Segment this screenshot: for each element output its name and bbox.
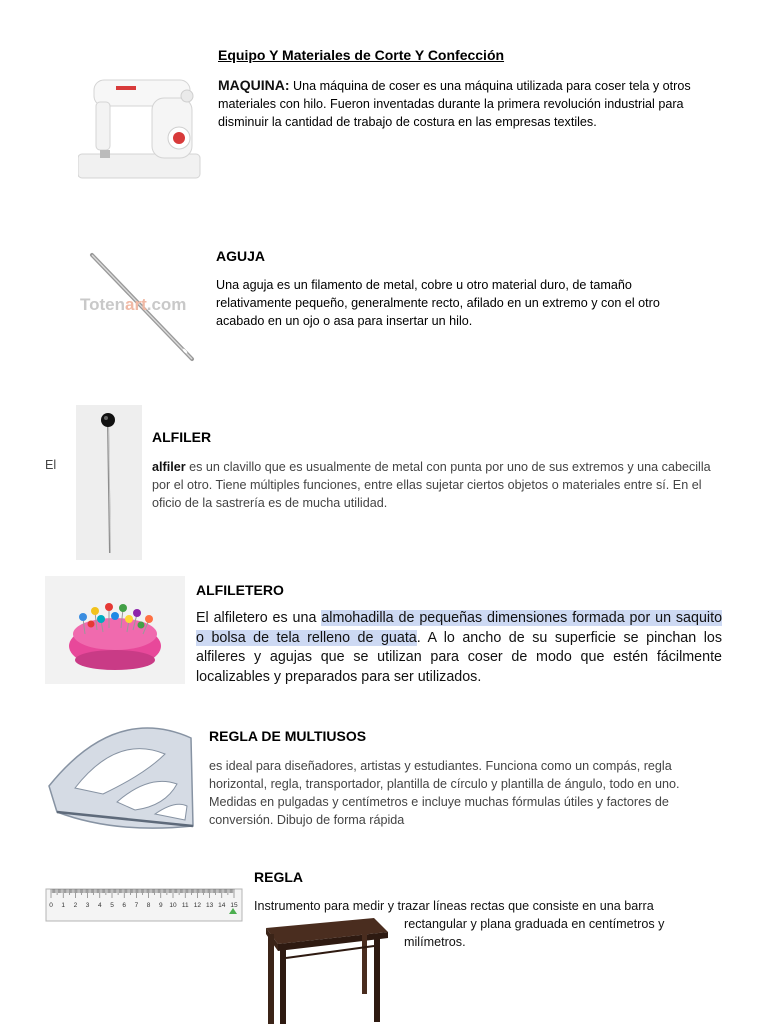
ruler-number: 6: [122, 902, 126, 909]
multiusos-paragraph: es ideal para diseñadores, artistas y estudiantes. Funciona como un compás, regla horizontal, regla, transportador, plantilla de círculo y plantilla de ángulo, todo en uno. Medidas en pulgadas y centímetros e incluye muchas fórmulas útiles y factores de conversión. Dibujo de forma rápida: [209, 759, 680, 827]
ruler-number: 7: [134, 902, 139, 909]
maquina-label: MAQUINA:: [218, 77, 290, 93]
ruler-number: 9: [158, 902, 163, 909]
french-curve-ruler-image: [45, 714, 197, 840]
document-title: Equipo Y Materiales de Corte Y Confección: [218, 47, 505, 63]
watermark-text-a: Toten: [80, 295, 126, 314]
ruler-number: 2: [73, 902, 78, 909]
ruler-number: 12: [193, 902, 202, 909]
alfiler-text: es un clavillo que es usualmente de metal con punta por uno de sus extremos y una cabecilla por el otro. Tiene múltiples funciones, entre ellas sujetar ciertos objetos o materiales entre sí. En el oficio de la sastrería es de mucha utilidad.: [152, 460, 711, 510]
alfiletero-heading: ALFILETERO: [196, 582, 284, 598]
ruler-number: 10: [169, 902, 177, 909]
ruler-number: 11: [181, 902, 189, 909]
regla-heading: REGLA: [254, 869, 303, 885]
maquina-paragraph: [218, 76, 708, 131]
ruler-number: 8: [146, 902, 151, 909]
ruler-number: 14: [218, 902, 226, 909]
ruler-number: 1: [61, 902, 65, 909]
ruler-number: 4: [97, 902, 102, 909]
needle-image: [80, 245, 205, 365]
alfiler-paragraph: [152, 458, 712, 512]
alfiletero-highlight: almohadilla de pequeñas dimensiones formada por un saquito o bolsa de tela relleno de guata: [196, 610, 723, 646]
pincushion-image: [45, 576, 185, 684]
ruler-image: [45, 888, 243, 924]
regla-line-2: rectangular y plana graduada en centímetros y: [404, 917, 665, 931]
alfiler-lead-word: El: [45, 458, 57, 472]
regla-line-1: Instrumento para medir y trazar líneas rectas que consiste en una barra: [254, 899, 654, 913]
maquina-text: Una máquina de coser es una máquina utilizada para coser tela y otros materiales con hilo. Fueron inventadas durante la primera revolución industrial para disminuir la cantidad de trabajo de costura en las empresas textiles.: [218, 79, 691, 129]
aguja-paragraph: Una aguja es un filamento de metal, cobre u otro material duro, de tamaño relativamente pequeño, generalmente recto, afilado en un extremo y con el otro acabado en un ojo o asa para insertar un hilo.: [216, 278, 660, 328]
ruler-number: 13: [205, 902, 214, 909]
alfiler-bold: alfiler: [152, 460, 186, 474]
aguja-heading: AGUJA: [216, 248, 266, 264]
ruler-number: 5: [110, 902, 114, 909]
alfiletero-paragraph: [196, 609, 722, 687]
alfiletero-text-a: El alfiletero es una: [196, 610, 322, 626]
multiusos-heading: REGLA DE MULTIUSOS: [209, 728, 367, 744]
sewing-machine-image: [78, 76, 202, 182]
pin-image: [76, 405, 142, 560]
watermark-text-b: art: [125, 295, 147, 314]
alfiler-heading: ALFILER: [152, 429, 212, 445]
table-image: [258, 914, 394, 1024]
ruler-number: 3: [85, 902, 90, 909]
ruler-number: 0: [49, 902, 53, 909]
alfiletero-text-b: . A lo ancho de su superficie se pinchan los alfileres y agujas que se utilizan para coser de modo que estén fácilmente localizables y preparados para ser utilizados.: [196, 629, 722, 685]
ruler-number: 15: [230, 902, 238, 909]
watermark-text-c: .com: [146, 295, 187, 314]
regla-line-3: milímetros.: [404, 935, 466, 949]
